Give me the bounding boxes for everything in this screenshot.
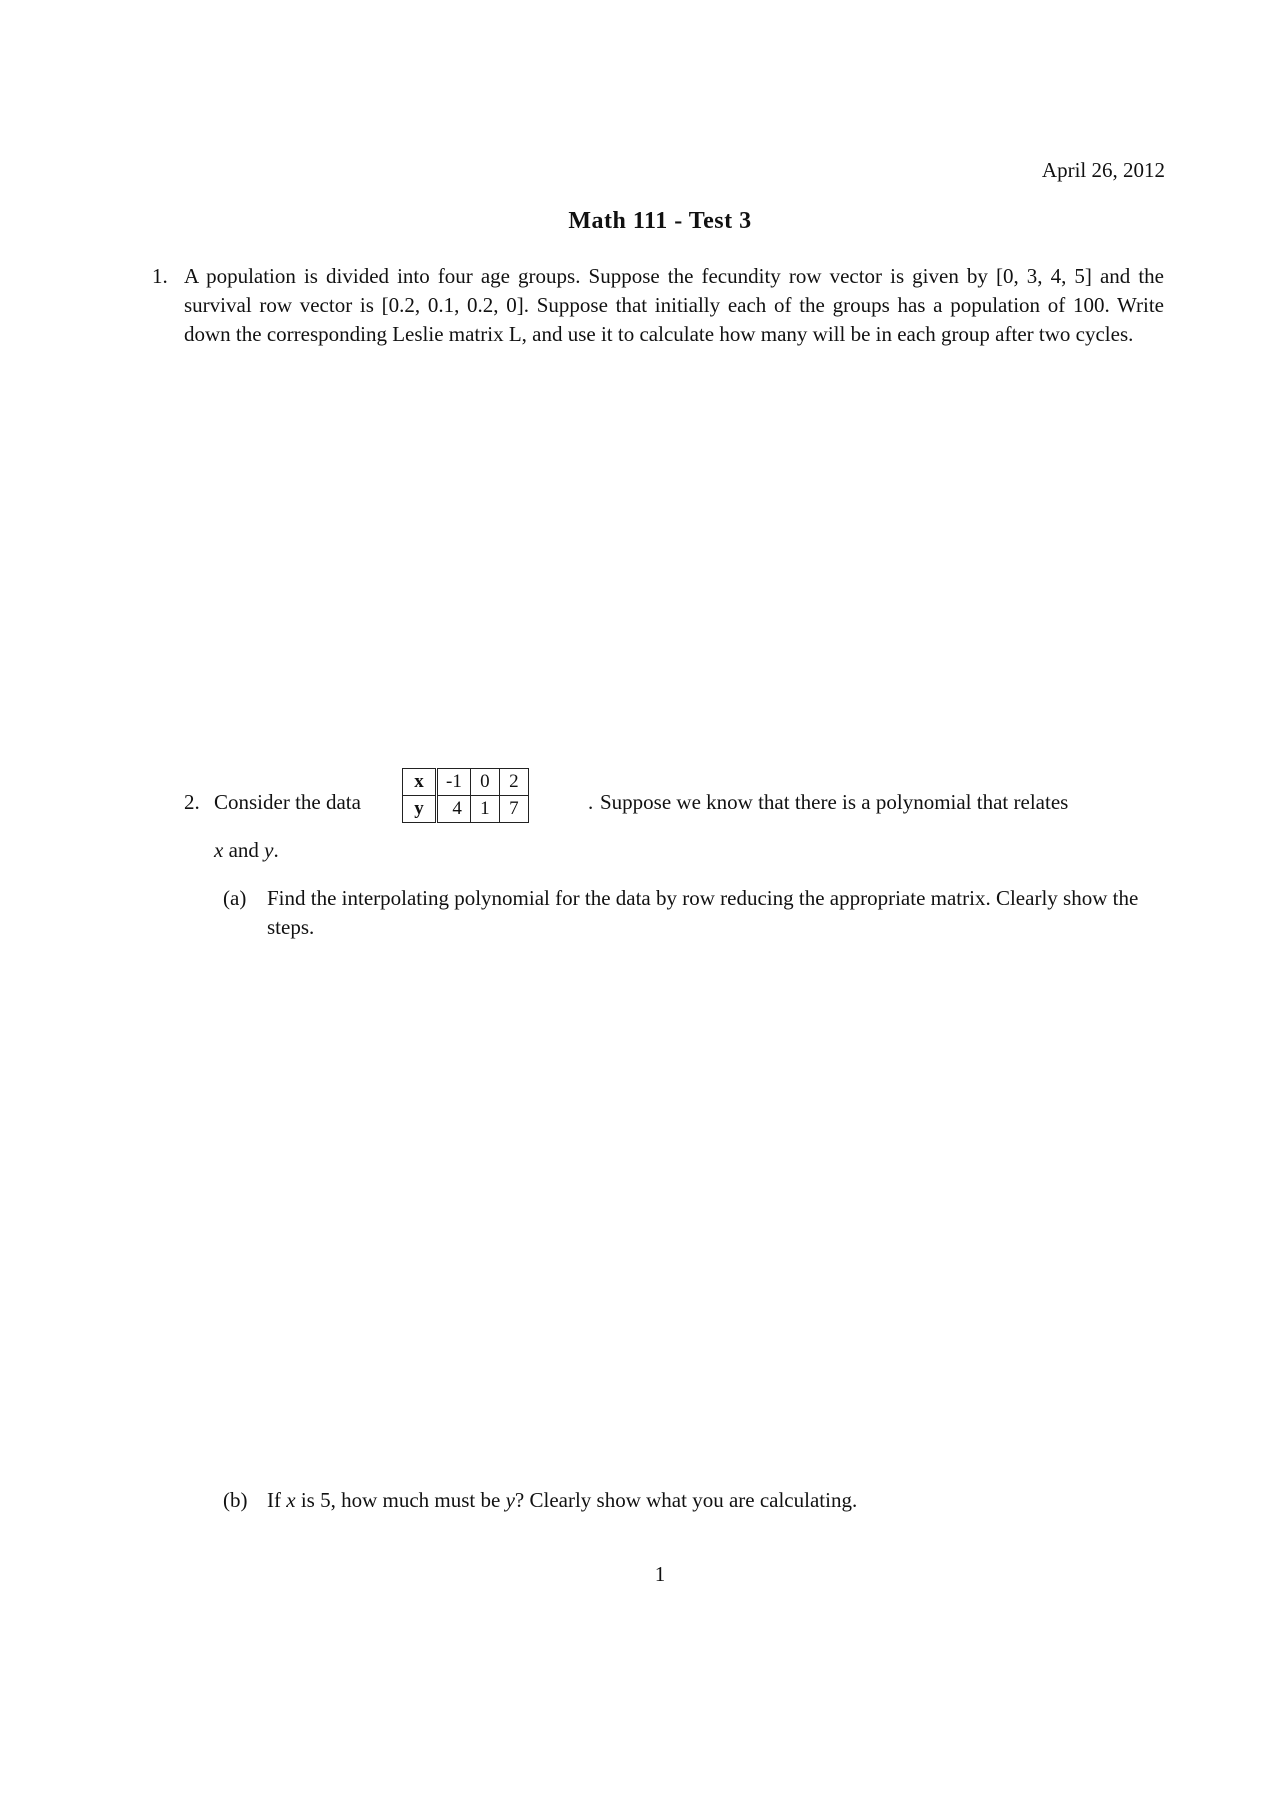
data-table-cell: 7 [499,796,528,823]
variable-x: x [214,838,224,862]
exam-date: April 26, 2012 [1041,158,1165,182]
sentence-period: . [588,790,594,814]
part-b-pre: If [267,1488,281,1512]
data-table-row-x [403,769,529,796]
problem-2-second-line [214,838,279,863]
problem-1-number: 1. [152,264,168,288]
part-a-label: (a) [223,886,247,910]
problem-1-text: A population is divided into four age groups. Suppose the fecundity row vector is given by [0, 3, 4, 5] and the survival row vector is [0.2, 0.1, 0.2, 0]. Suppose that initially each of the groups has a population of 100. Write down the corresponding Leslie matrix L, and use it to calculate how many will be in each group after two cycles. [184,264,1164,346]
problem-1 [152,262,1164,349]
sentence-period: . [273,838,279,862]
part-a-text: Find the interpolating polynomial for the data by row reducing the appropriate matrix. Clearly show the steps. [267,886,1139,939]
conjunction: and [228,838,259,862]
data-table-row-y [403,796,529,823]
variable-x: x [286,1488,296,1512]
variable-y: y [264,838,274,862]
data-table-cell: 0 [470,769,499,796]
data-table [402,768,529,823]
variable-y: y [505,1488,515,1512]
data-table-cell: -1 [437,769,471,796]
part-b-label: (b) [223,1488,248,1512]
part-b-mid: is 5, how much must be [300,1488,501,1512]
data-table-x-label: x [403,769,437,796]
part-b [223,1486,1165,1515]
page-number: 1 [654,1562,666,1586]
problem-2-intro: Consider the data [214,790,361,814]
data-table-cell: 4 [437,796,471,823]
exam-title: Math 111 - Test 3 [568,208,752,234]
data-table-y-label: y [403,796,437,823]
problem-2-continuation: Suppose we know that there is a polynomial that relates [600,790,1069,814]
data-table-cell: 1 [470,796,499,823]
part-b-post: ? Clearly show what you are calculating. [514,1488,858,1512]
problem-2 [184,768,1164,838]
part-a [223,884,1165,942]
data-table-cell: 2 [499,769,528,796]
problem-2-number: 2. [184,790,200,814]
